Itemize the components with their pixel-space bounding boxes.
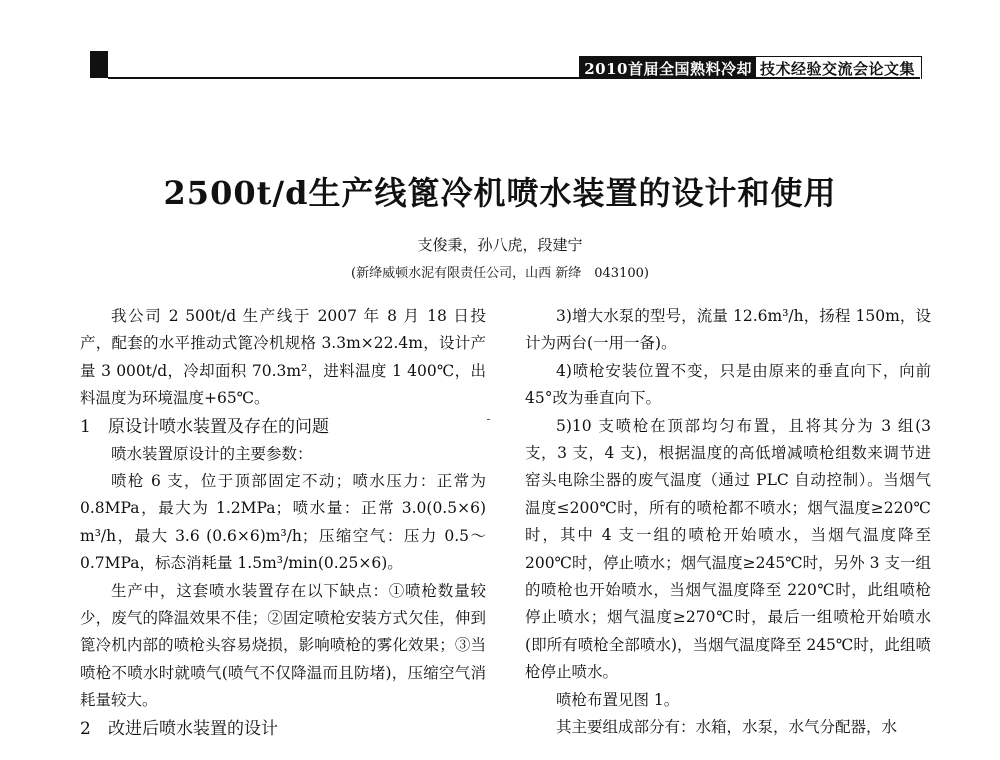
running-header-plain: 技术经验交流会论文集: [759, 59, 915, 78]
section-1-paragraph-1: 喷水装置原设计的主要参数：: [111, 444, 313, 463]
section-2-title: 改进后喷水装置的设计: [108, 718, 278, 739]
section-2-heading: [80, 715, 486, 743]
item-4-paragraph: 4)喷枪安装位置不变，只是由原来的垂直向下，向前 45°改为垂直向下。: [525, 361, 931, 408]
section-1-title: 原设计喷水装置及存在的问题: [108, 416, 329, 437]
scan-dot: [487, 419, 490, 420]
running-header-inverted: 2010首届全国熟料冷却: [580, 57, 756, 79]
components-paragraph: 其主要组成部分有：水箱，水泵，水气分配器，水: [556, 718, 898, 737]
section-1-heading: [80, 413, 486, 441]
item-3-paragraph: 3)增大水泵的型号，流量 12.6m³/h，扬程 150m，设计为两台(一用一备)。: [525, 307, 931, 353]
item-5-paragraph: 5)10 支喷枪在顶部均匀布置，且将其分为 3 组(3 支，3 支，4 支)，根据温度的高低增减喷枪组数来调节进窑头电除尘器的废气温度（通过 PLC 自动控制）。当烟气温度≤200℃时，所有的喷枪都不喷水；烟气温度≥220℃时，其中 4 支一组的喷枪开始喷水，当烟气温度降至 200℃时，停止喷水；烟气温度≥245℃时，另外 3 支一组的喷枪也开始喷水，当烟气温度降至 220℃时，此组喷枪停止喷水；烟气温度≥270℃时，最后一组喷枪开始喷水(即所有喷枪全部喷水)，当烟气温度降至 245℃时，此组喷枪停止喷水。: [525, 416, 931, 682]
header-black-block: [90, 51, 108, 78]
section-1-paragraph-3: 生产中，这套喷水装置存在以下缺点：①喷枪数量较少，废气的降温效果不佳；②固定喷枪安装方式欠佳，伸到篦冷机内部的喷枪头容易烧损，影响喷枪的雾化效果；③当喷枪不喷水时就喷气(喷气不仅降温而且防堵)，压缩空气消耗量较大。: [80, 581, 486, 710]
right-column: [525, 303, 931, 742]
affiliation: (新绛威顿水泥有限责任公司，山西 新绛 043100): [351, 266, 649, 281]
running-header: [579, 56, 922, 79]
section-2-number: 2: [80, 718, 91, 739]
intro-paragraph: 我公司 2 500t/d 生产线于 2007 年 8 月 18 日投产，配套的水平推动式篦冷机规格 3.3m×22.4m，设计产量 3 000t/d，冷却面积 70.3m²，进料温度 1 400℃，出料温度为环境温度+65℃。: [80, 307, 486, 408]
section-1-number: 1: [80, 416, 91, 437]
paper-title: 2500t/d生产线篦冷机喷水装置的设计和使用: [163, 174, 837, 212]
authors: 支俊秉，孙八虎，段建宁: [417, 236, 583, 254]
left-column: [80, 303, 486, 743]
figure-reference-paragraph: 喷枪布置见图 1。: [556, 690, 680, 709]
section-1-paragraph-2: 喷枪 6 支，位于顶部固定不动；喷水压力：正常为 0.8MPa，最大为 1.2MPa；喷水量：正常 3.0(0.5×6) m³/h，最大 3.6 (0.6×6)m³/h；压缩空气：压力 0.5～0.7MPa，标态消耗量 1.5m³/min(0.25×6)。: [80, 472, 486, 573]
